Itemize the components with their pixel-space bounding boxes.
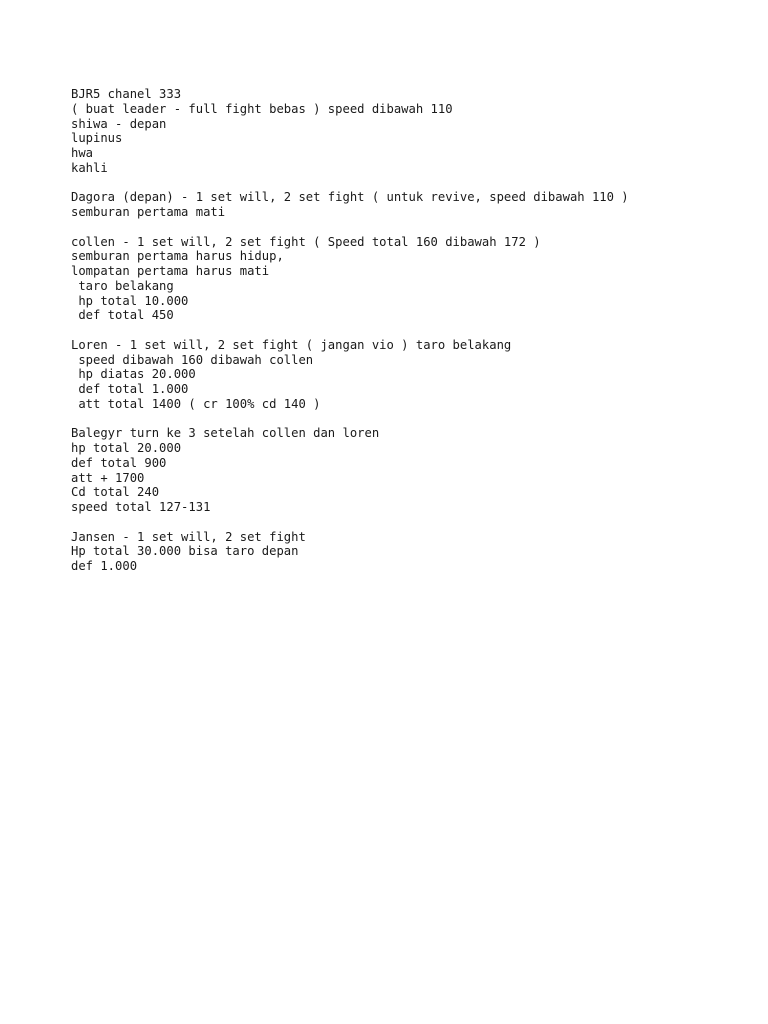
text-line: semburan pertama harus hidup, bbox=[71, 249, 284, 264]
text-line: semburan pertama mati bbox=[71, 205, 226, 219]
text-line: Loren - 1 set will, 2 set fight ( jangan vio ) taro belakang bbox=[71, 337, 512, 352]
text-line: hwa bbox=[71, 146, 94, 160]
document-body bbox=[71, 87, 768, 574]
text-line: hp total 10.000 bbox=[71, 293, 189, 308]
text-line: ( buat leader - full fight bebas ) speed dibawah 110 bbox=[71, 101, 453, 116]
text-line: shiwa - depan bbox=[71, 116, 167, 131]
text-line: BJR5 chanel 333 bbox=[71, 87, 182, 101]
text-line: def total 1.000 bbox=[71, 382, 189, 396]
blank-line bbox=[71, 323, 768, 338]
text-line: Jansen - 1 set will, 2 set fight bbox=[71, 529, 306, 544]
text-line: Hp total 30.000 bisa taro depan bbox=[71, 544, 299, 559]
blank-line bbox=[71, 515, 768, 530]
text-line: speed dibawah 160 dibawah collen bbox=[71, 352, 314, 367]
text-line: def 1.000 bbox=[71, 559, 138, 573]
text-line: lompatan pertama harus mati bbox=[71, 264, 270, 278]
text-line: hp diatas 20.000 bbox=[71, 367, 196, 382]
blank-line bbox=[71, 176, 768, 191]
text-line: Balegyr turn ke 3 setelah collen dan loren bbox=[71, 426, 380, 441]
text-line: taro belakang bbox=[71, 278, 174, 293]
text-line: speed total 127-131 bbox=[71, 500, 211, 514]
text-line: hp total 20.000 bbox=[71, 441, 182, 455]
blank-line bbox=[71, 412, 768, 427]
blank-line bbox=[71, 220, 768, 235]
text-line: collen - 1 set will, 2 set fight ( Speed total 160 dibawah 172 ) bbox=[71, 234, 541, 249]
text-line: Dagora (depan) - 1 set will, 2 set fight ( untuk revive, speed dibawah 110 ) bbox=[71, 190, 629, 205]
text-line: att + 1700 bbox=[71, 470, 145, 485]
text-line: def total 900 bbox=[71, 455, 167, 470]
text-line: def total 450 bbox=[71, 308, 174, 323]
text-line: lupinus bbox=[71, 131, 123, 146]
text-line: kahli bbox=[71, 160, 108, 175]
text-line: Cd total 240 bbox=[71, 485, 160, 500]
text-line: att total 1400 ( cr 100% cd 140 ) bbox=[71, 396, 321, 411]
